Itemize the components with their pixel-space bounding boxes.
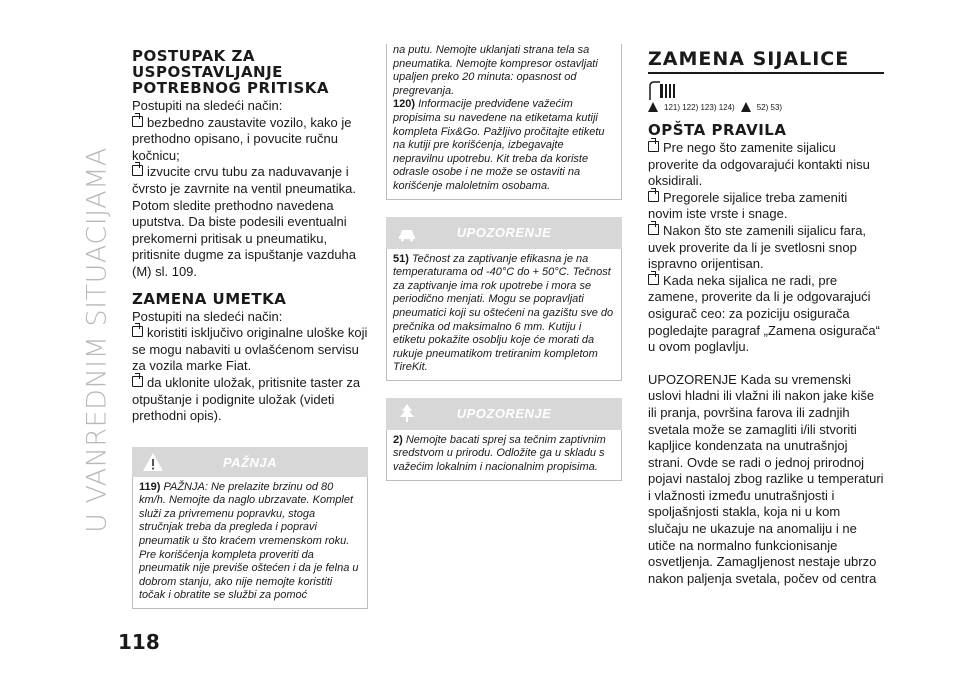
list-item: Nakon što ste zamenili sijalicu fara, uvek proverite da li je svetlosni snop ispravno orijentisan. (648, 222, 867, 272)
checkbox-bullet-icon (132, 326, 143, 337)
list-item: da uklonite uložak, pritisnite taster za otpuštanje i podignite uložak (videti prethodni opis). (132, 374, 361, 424)
warning-text: PAŽNJA: Ne prelazite brzinu od 80 km/h. Nemojte da naglo ubrzavate. Komplet služi za privremenu popravku, stoga stručnjak treba da pregleda i popravi pneumatik u što kraćem vremenskom roku. Pre korišćenja kompleta proveriti da pneumatik nije previše oštećen i da je felna u dobrom stanju, ako nije nemojte koristiti točak i obratite se službi za pomoć (139, 480, 359, 602)
checkbox-bullet-icon (648, 224, 659, 235)
note-number: 2) (393, 433, 403, 446)
list-item: Pregorele sijalice treba zameniti novim iste vrste i snage. (648, 189, 848, 222)
checkbox-bullet-icon (648, 274, 659, 285)
caution-title: UPOZORENJE (456, 224, 552, 240)
list-item: koristiti isključivo originalne uloške koji se mogu nabaviti u ovlašćenom servisu za vozila marke Fiat. (132, 325, 368, 374)
intro-text: Postupiti na sledeći način: (132, 308, 283, 324)
note-number: 51) (393, 252, 409, 265)
title-underline (648, 72, 884, 74)
note-continued: na putu. Nemojte uklanjati strana tela sa pneumatika. Nemojte kompresor ostavljati upaljen preko 20 minuta: opasnost od pregrevanja. (393, 44, 598, 97)
checkbox-bullet-icon (648, 141, 659, 152)
chapter-side-label: U VANREDNIM SITUACIJAMA (81, 147, 113, 533)
heading-pressure: POSTUPAK ZA USPOSTAVLJANJE POTREBNOG PRITISKA (132, 47, 330, 97)
environment-header (386, 398, 622, 430)
checkbox-bullet-icon (132, 116, 143, 127)
checkbox-bullet-icon (132, 165, 143, 176)
caution-references: 52) 53) (756, 103, 783, 112)
note-number: 119) (139, 480, 161, 493)
caution-box (386, 249, 622, 381)
column-3 (648, 48, 884, 587)
heading-general-rules: OPŠTA PRAVILA (648, 121, 787, 139)
caution-small-icon (741, 102, 751, 112)
environment-title: UPOZORENJE (456, 405, 552, 421)
bulb-lamp-icon (648, 80, 676, 102)
list-item: izvucite crvu tubu za naduvavanje i čvrsto je zavrnite na ventil pneumatika. Potom sledite prethodno navedena uputstva. Da biste podesili eventualni prekomerni pritisak u pneumatiku, pritisnite dugme za ispuštanje vazduha (M) sl. 109. (132, 164, 357, 279)
warning-header (132, 447, 368, 477)
list-item: Kada neka sijalica ne radi, pre zamene, proverite da li je odgovarajući osigurač ceo: za poziciju osigurača pogledajte paragraf „Zamena osigurača“ u ovom poglavlju. (648, 272, 880, 355)
reference-row-2 (648, 102, 884, 112)
caution-header (386, 217, 622, 249)
intro-text: Postupiti na sledeći način: (132, 98, 283, 113)
warning-small-icon (648, 102, 658, 112)
warning-paragraph: UPOZORENJE Kada su vremenski uslovi hladni ili vlažni ili nakon jake kiše ili pranja, površina farova ili zadnjih svetala može se zamagliti i/ili stvoriti kapljice kondenzata na unutrašnjoj strani. Ovde se radi o jednoj prirodnoj pojavi nastaloj zbog razlike u temperaturi i vlažnosti između unutrašnjosti i spoljašnjosti stakla, koja ni u kom slučaju ne ukazuje na anomaliju i ne utiče na normalno funkcionisanje osvetljenja. Zamagljenost nestaje ubrzo nakon paljenja svetala, počev od centra (648, 371, 884, 586)
list-item: Pre nego što zamenite sijalicu proverite da odgovarajući kontakti nisu oksidirali. (648, 140, 870, 189)
column-2 (386, 44, 622, 481)
note-box (386, 44, 622, 200)
warning-references: 121) 122) 123) 124) (664, 103, 735, 112)
warning-box (132, 477, 368, 609)
column-1 (132, 48, 368, 609)
page-number: 118 (118, 630, 160, 654)
checkbox-bullet-icon (648, 191, 659, 202)
checkbox-bullet-icon (132, 376, 143, 387)
caution-text: Tečnost za zaptivanje efikasna je na temperaturama od -40°C do + 50°C. Tečnost za zaptivanje ima rok upotrebe i mora se periodično menjati. Mogu se popravljati pneumatici koji su oštećeni na gazištu sve do prečnika od maksimalno 6 mm. Kutiju i etiketu pokažite osoblju koje će morati da rukuje pneumatikom tretiranim kompletom TireKit. (393, 252, 614, 374)
note-number: 120) (393, 98, 416, 111)
heading-cartridge: ZAMENA UMETKA (132, 289, 287, 308)
environment-text: Nemojte bacati sprej sa tečnim zaptivnim sredstvom u prirodu. Odložite ga u skladu s važećim lokalnim i nacionalnim propisima. (393, 433, 606, 474)
note-text: Informacije predviđene važećim propisima su navedene na etiketama kutiji kompleta Fix&Go. Pažljivo pročitajte etiketu na kutiji pre korišćenja, izbegavajte nepravilnu upotrebu. Kit treba da koriste odrasle osobe i ne može se ostaviti na korišćenje maloletnim osobama. (393, 98, 605, 192)
warning-title: PAŽNJA (222, 454, 278, 470)
section-title: ZAMENA SIJALICE (648, 48, 850, 70)
environment-box (386, 430, 622, 481)
reference-row (648, 80, 884, 102)
list-item: bezbedno zaustavite vozilo, kako je prethodno opisano, i povucite ručnu kočnicu; (132, 114, 352, 163)
